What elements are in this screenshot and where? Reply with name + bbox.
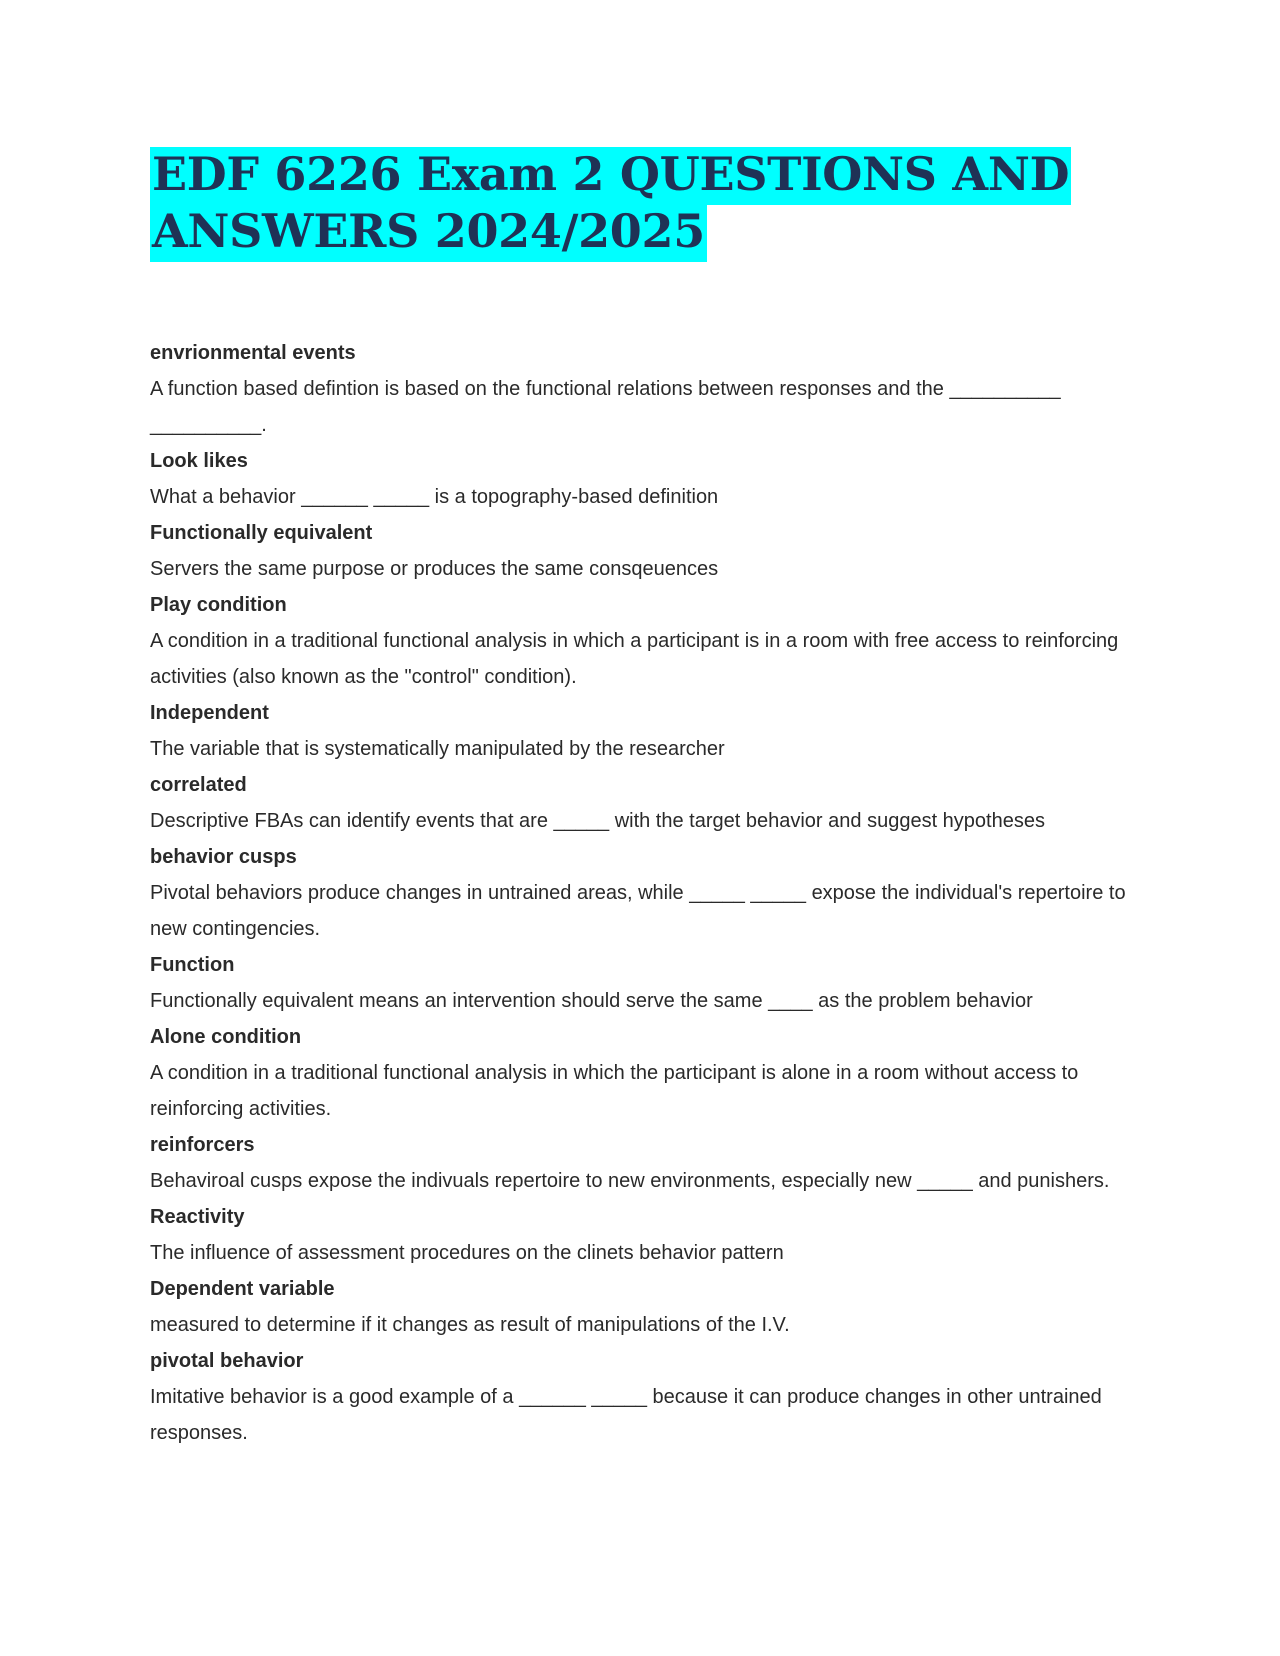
qa-term: correlated — [150, 774, 247, 796]
qa-item — [150, 1127, 1130, 1199]
qa-item — [150, 695, 1130, 767]
qa-term: pivotal behavior — [150, 1350, 304, 1372]
qa-term: Function — [150, 954, 235, 976]
qa-definition: Imitative behavior is a good example of a ______ _____ because it can produce changes in other untrained responses. — [150, 1386, 1102, 1444]
qa-term: Functionally equivalent — [150, 522, 373, 544]
qa-item — [150, 1019, 1130, 1127]
qa-definition: Functionally equivalent means an intervention should serve the same ____ as the problem behavior — [150, 990, 1033, 1012]
qa-term: Reactivity — [150, 1206, 245, 1228]
qa-definition: What a behavior ______ _____ is a topography-based definition — [150, 486, 719, 508]
qa-definition: A condition in a traditional functional analysis in which a participant is in a room with free access to reinforcing activities (also known as the "control" condition). — [150, 630, 1119, 688]
qa-term: reinforcers — [150, 1134, 255, 1156]
qa-definition: The variable that is systematically manipulated by the researcher — [150, 738, 725, 760]
qa-definition: Servers the same purpose or produces the same consqeuences — [150, 558, 719, 580]
qa-definition: A function based defintion is based on the functional relations between responses and the __________ __________. — [150, 378, 1061, 436]
qa-term: Look likes — [150, 450, 248, 472]
title-line-2: ANSWERS 2024/2025 — [150, 204, 707, 262]
document-title — [150, 146, 1150, 260]
qa-definition: Pivotal behaviors produce changes in untrained areas, while _____ _____ expose the individual's repertoire to new contingencies. — [150, 882, 1126, 940]
title-line-1: EDF 6226 Exam 2 QUESTIONS AND — [150, 147, 1071, 205]
qa-item — [150, 1343, 1130, 1451]
qa-definition: Descriptive FBAs can identify events that are _____ with the target behavior and suggest hypotheses — [150, 810, 1045, 832]
qa-term: Play condition — [150, 594, 287, 616]
qa-definition: Behaviroal cusps expose the indivuals repertoire to new environments, especially new _____ and punishers. — [150, 1170, 1110, 1192]
qa-item — [150, 1271, 1130, 1343]
qa-item — [150, 443, 1130, 515]
qa-term: Dependent variable — [150, 1278, 335, 1300]
qa-term: Alone condition — [150, 1026, 302, 1048]
qa-item — [150, 839, 1130, 947]
qa-item — [150, 587, 1130, 695]
qa-item — [150, 767, 1130, 839]
qa-term: behavior cusps — [150, 846, 297, 868]
qa-item — [150, 947, 1130, 1019]
qa-term: Independent — [150, 702, 269, 724]
qa-term: envrionmental events — [150, 342, 356, 364]
qa-list — [150, 335, 1130, 1451]
qa-item — [150, 335, 1130, 443]
qa-item — [150, 515, 1130, 587]
qa-definition: The influence of assessment procedures on the clinets behavior pattern — [150, 1242, 784, 1264]
qa-item — [150, 1199, 1130, 1271]
qa-definition: A condition in a traditional functional analysis in which the participant is alone in a room without access to reinforcing activities. — [150, 1062, 1079, 1120]
qa-definition: measured to determine if it changes as result of manipulations of the I.V. — [150, 1314, 790, 1336]
